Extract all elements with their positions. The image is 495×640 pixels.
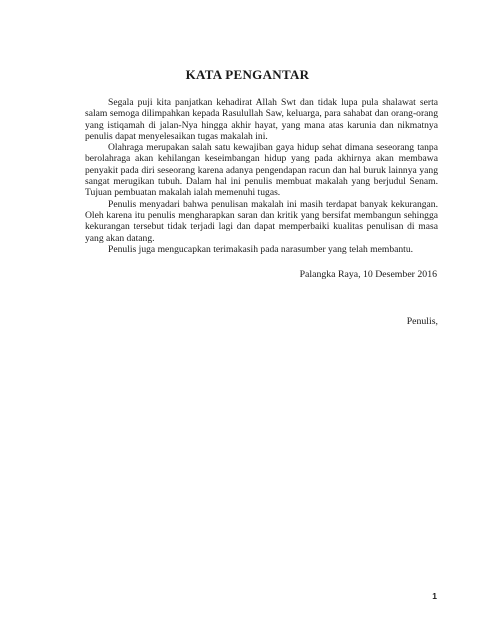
paragraph-olahraga: Olahraga merupakan salah satu kewajiban gaya hidup sehat dimana seseorang tanpa berolahraga akan kehilangan keseimbangan hidup yang pada akhirnya akan membawa penyakit pada diri seseorang karena adanya pengendapan racun dan hal buruk lainnya yang sangat merugikan tubuh. Dalam hal ini penulis membuat makalah yang berjudul Senam. Tujuan pembuatan makalah ialah memenuhi tugas. — [85, 142, 438, 199]
place-date: Palangka Raya, 10 Desember 2016 — [299, 269, 437, 280]
author-signoff: Penulis, — [406, 316, 438, 327]
paragraph-terimakasih: Penulis juga mengucapkan terimakasih pada narasumber yang telah membantu. — [108, 243, 414, 255]
paragraph-kekurangan: Penulis menyadari bahwa penulisan makalah ini masih terdapat banyak kekurangan. Oleh karena itu penulis mengharapkan saran dan kritik yang bersifat membangun sehingga kekurangan tersebut tidak terjadi lagi dan dapat memperbaiki kualitas penulisan di masa yang akan datang. — [85, 198, 438, 244]
paragraph-opening: Segala puji kita panjatkan kehadirat Allah Swt dan tidak lupa pula shalawat serta salam semoga dilimpahkan kepada Rasulullah Saw, keluarga, para sahabat dan orang-orang yang istiqamah di jalan-Nya hingga akhir hayat, yang mana atas karunia dan nikmatnya penulis dapat menyelesaikan tugas makalah ini. — [85, 97, 438, 142]
page-title: KATA PENGANTAR — [185, 67, 310, 82]
page-number: 1 — [432, 591, 437, 601]
body-text — [85, 97, 438, 255]
